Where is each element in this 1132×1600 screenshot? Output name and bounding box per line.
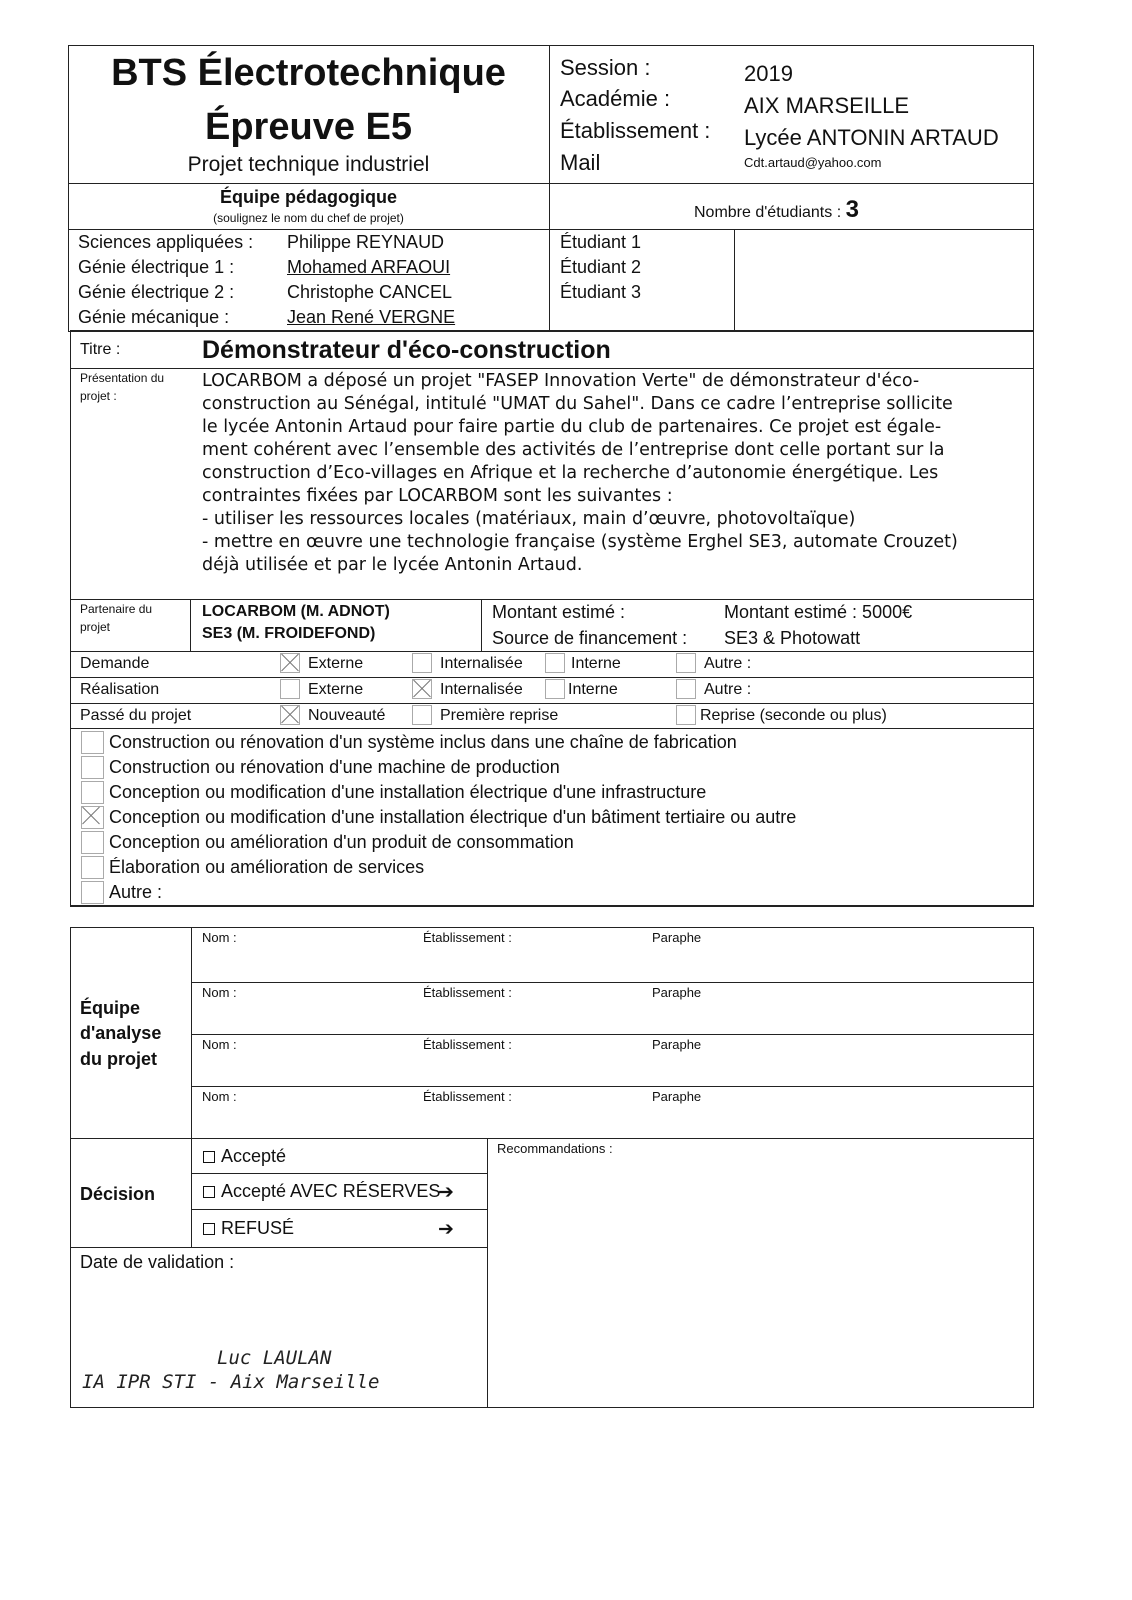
paraphe-label: Paraphe [652,985,702,1000]
signature-name: Luc LAULAN [217,1347,332,1369]
role-sciences: Sciences appliquées : [78,232,254,252]
refuse-option[interactable] [203,1218,294,1239]
presentation-line: ment cohérent avec l’ensemble des activités de l’entreprise dont celle portant sur la [202,440,945,460]
demande-top-line [70,651,1034,652]
passe-top-line [70,703,1034,704]
recommandations-label: Recommandations : [497,1141,613,1156]
member-ge1: Mohamed ARFAOUI [287,257,451,277]
signature-title: IA IPR STI - Aix Marseille [82,1371,380,1393]
project-title: Démonstrateur d'éco-construction [202,336,611,364]
partner-label-divider [190,599,191,651]
partenaire-label-1: Partenaire du [80,602,153,616]
page-subtitle: Projet technique industriel [187,153,430,176]
category-label: Construction ou rénovation d'un système inclus dans une chaîne de fabrication [109,732,737,752]
session-value: 2019 [744,61,793,86]
equipe-note: (soulignez le nom du chef de projet) [213,211,404,225]
category-checkbox[interactable] [81,831,104,854]
checkbox-icon [203,1223,215,1235]
category-checkbox-checked[interactable] [81,806,104,829]
date-validation-label: Date de validation : [80,1252,235,1272]
member-ge2: Christophe CANCEL [287,282,453,302]
realisation-interne-checkbox[interactable] [545,679,565,699]
demande-interne-label: Interne [571,655,621,672]
accepte-reserves-option[interactable] [203,1181,440,1202]
category-checkbox[interactable] [81,756,104,779]
presentation-label-1: Présentation du [80,371,165,385]
students-divider [734,229,735,332]
paraphe-label: Paraphe [652,1089,702,1104]
passe-nouveaute-label: Nouveauté [308,707,386,724]
arrow-right-icon: ➔ [438,1181,454,1203]
demande-label: Demande [80,655,150,672]
category-label: Conception ou modification d'une installation électrique d'un bâtiment tertiaire ou autre [109,807,797,827]
category-label: Construction ou rénovation d'une machine de production [109,757,560,777]
realisation-top-line [70,677,1034,678]
titre-label: Titre : [80,341,121,358]
header-hline-2 [68,229,1034,230]
checkbox-icon [203,1151,215,1163]
presentation-line: LOCARBOM a déposé un projet "FASEP Innovation Verte" de démonstrateur d'éco- [202,371,920,391]
presentation-line: construction au Sénégal, intitulé "UMAT du Sahel". Dans ce cadre l’entreprise sollicite [202,394,953,414]
source-value: SE3 & Photowatt [724,628,861,648]
presentation-line: contraintes fixées par LOCARBOM sont les suivantes : [202,486,673,506]
nom-label: Nom : [202,985,237,1000]
analyse-label-1: Équipe [80,998,141,1018]
demande-externe-checkbox[interactable] [280,653,300,673]
realisation-internalisee-checkbox[interactable] [412,679,432,699]
student-3: Étudiant 3 [560,282,642,302]
category-label: Conception ou amélioration d'un produit de consommation [109,832,574,852]
session-label: Session : [560,55,651,80]
passe-nouveaute-checkbox[interactable] [280,705,300,725]
realisation-label: Réalisation [80,681,160,698]
realisation-autre-checkbox[interactable] [676,679,696,699]
nb-etudiants-value: 3 [845,196,859,223]
equipe-title: Équipe pédagogique [219,187,397,207]
mail-label: Mail [560,150,601,175]
demande-interne-checkbox[interactable] [545,653,565,673]
passe-premiere-label: Première reprise [440,707,559,724]
realisation-autre-label: Autre : [704,681,752,698]
header-hline-1 [68,183,1034,184]
nom-label: Nom : [202,1089,237,1104]
montant-label: Montant estimé : [492,602,626,622]
nb-etudiants-label: Nombre d'étudiants : [694,204,842,221]
category-label: Conception ou modification d'une installation électrique d'une infrastructure [109,782,707,802]
analyse-label-2: d'analyse [80,1023,162,1043]
passe-premiere-checkbox[interactable] [412,705,432,725]
accepte-reserves-label: Accepté AVEC RÉSERVES [221,1181,441,1201]
presentation-line: - utiliser les ressources locales (matériaux, main d’œuvre, photovoltaïque) [202,509,856,529]
partenaire-label-2: projet [80,620,111,634]
member-sciences: Philippe REYNAUD [287,232,445,252]
page-subtitle-epreuve: Épreuve E5 [205,106,412,148]
paraphe-label: Paraphe [652,930,702,945]
decision-label: Décision [80,1184,156,1204]
paraphe-label: Paraphe [652,1037,702,1052]
refuse-label: REFUSÉ [221,1218,295,1238]
role-ge2: Génie électrique 2 : [78,282,235,302]
nb-etudiants [694,196,859,224]
role-ge1: Génie électrique 1 : [78,257,235,277]
partner-top-line [70,599,1034,600]
realisation-externe-label: Externe [308,681,364,698]
etablissement-value: Lycée ANTONIN ARTAUD [744,125,999,150]
category-checkbox[interactable] [81,856,104,879]
academie-label: Académie : [560,86,671,111]
nom-label: Nom : [202,1037,237,1052]
student-2: Étudiant 2 [560,257,642,277]
passe-reprise-label: Reprise (seconde ou plus) [700,707,887,724]
etablissement-label: Établissement : [560,118,711,143]
checkbox-icon [203,1186,215,1198]
decision-bottom-line [70,1247,487,1248]
category-label: Autre : [109,882,163,902]
member-gm: Jean René VERGNE [287,307,456,327]
student-1: Étudiant 1 [560,232,642,252]
header-divider [549,45,550,332]
accepte-label: Accepté [221,1146,287,1166]
mail-value: Cdt.artaud@yahoo.com [744,155,882,170]
decision-line-1 [191,1173,487,1174]
decision-divider [487,1138,488,1408]
analyse-divider [191,927,192,1248]
accepte-option[interactable] [203,1146,286,1167]
role-gm: Génie mécanique : [78,307,230,327]
presentation-line: construction d’Eco-villages en Afrique et la recherche d’autonomie énergétique. Les [202,463,939,483]
decision-top-line [70,1138,1034,1139]
demande-externe-label: Externe [308,655,364,672]
demande-internalisee-checkbox[interactable] [412,653,432,673]
analyse-label-3: du projet [80,1049,157,1069]
presentation-line: déjà utilisée et par le lycée Antonin Artaud. [202,555,583,575]
realisation-internalisee-label: Internalisée [440,681,523,698]
partenaire-1: LOCARBOM (M. ADNOT) [202,603,390,620]
demande-autre-checkbox[interactable] [676,653,696,673]
analyse-line-3 [191,1086,1034,1087]
passe-reprise-checkbox[interactable] [676,705,696,725]
demande-internalisee-label: Internalisée [440,655,523,672]
source-label: Source de financement : [492,628,688,648]
presentation-line: le lycée Antonin Artaud pour faire partie du club de partenaires. Ce projet est égale- [202,417,942,437]
category-label: Élaboration ou amélioration de services [109,857,425,877]
realisation-interne-label: Interne [568,681,618,698]
category-checkbox[interactable] [81,731,104,754]
arrow-right-icon: ➔ [438,1218,454,1240]
partenaire-2: SE3 (M. FROIDEFOND) [202,625,376,642]
realisation-externe-checkbox[interactable] [280,679,300,699]
title-row-line [70,368,1034,369]
montant-value: Montant estimé : 5000€ [724,602,913,622]
decision-line-2 [191,1209,487,1210]
page-title: BTS Électrotechnique [111,52,506,94]
presentation-label-2: projet : [80,389,117,403]
academie-value: AIX MARSEILLE [744,93,910,118]
analyse-line-2 [191,1034,1034,1035]
etab-label: Établissement : [423,930,512,945]
etab-label: Établissement : [423,985,512,1000]
partner-montant-divider [481,599,482,651]
demande-autre-label: Autre : [704,655,752,672]
categories-top-line [70,728,1034,729]
presentation-line: - mettre en œuvre une technologie française (système Erghel SE3, automate Crouzet) [202,532,958,552]
etab-label: Établissement : [423,1037,512,1052]
analyse-line-1 [191,982,1034,983]
nom-label: Nom : [202,930,237,945]
etab-label: Établissement : [423,1089,512,1104]
passe-label: Passé du projet [80,707,192,724]
category-checkbox[interactable] [81,781,104,804]
category-checkbox[interactable] [81,881,104,904]
categories-bottom-line [70,905,1034,906]
